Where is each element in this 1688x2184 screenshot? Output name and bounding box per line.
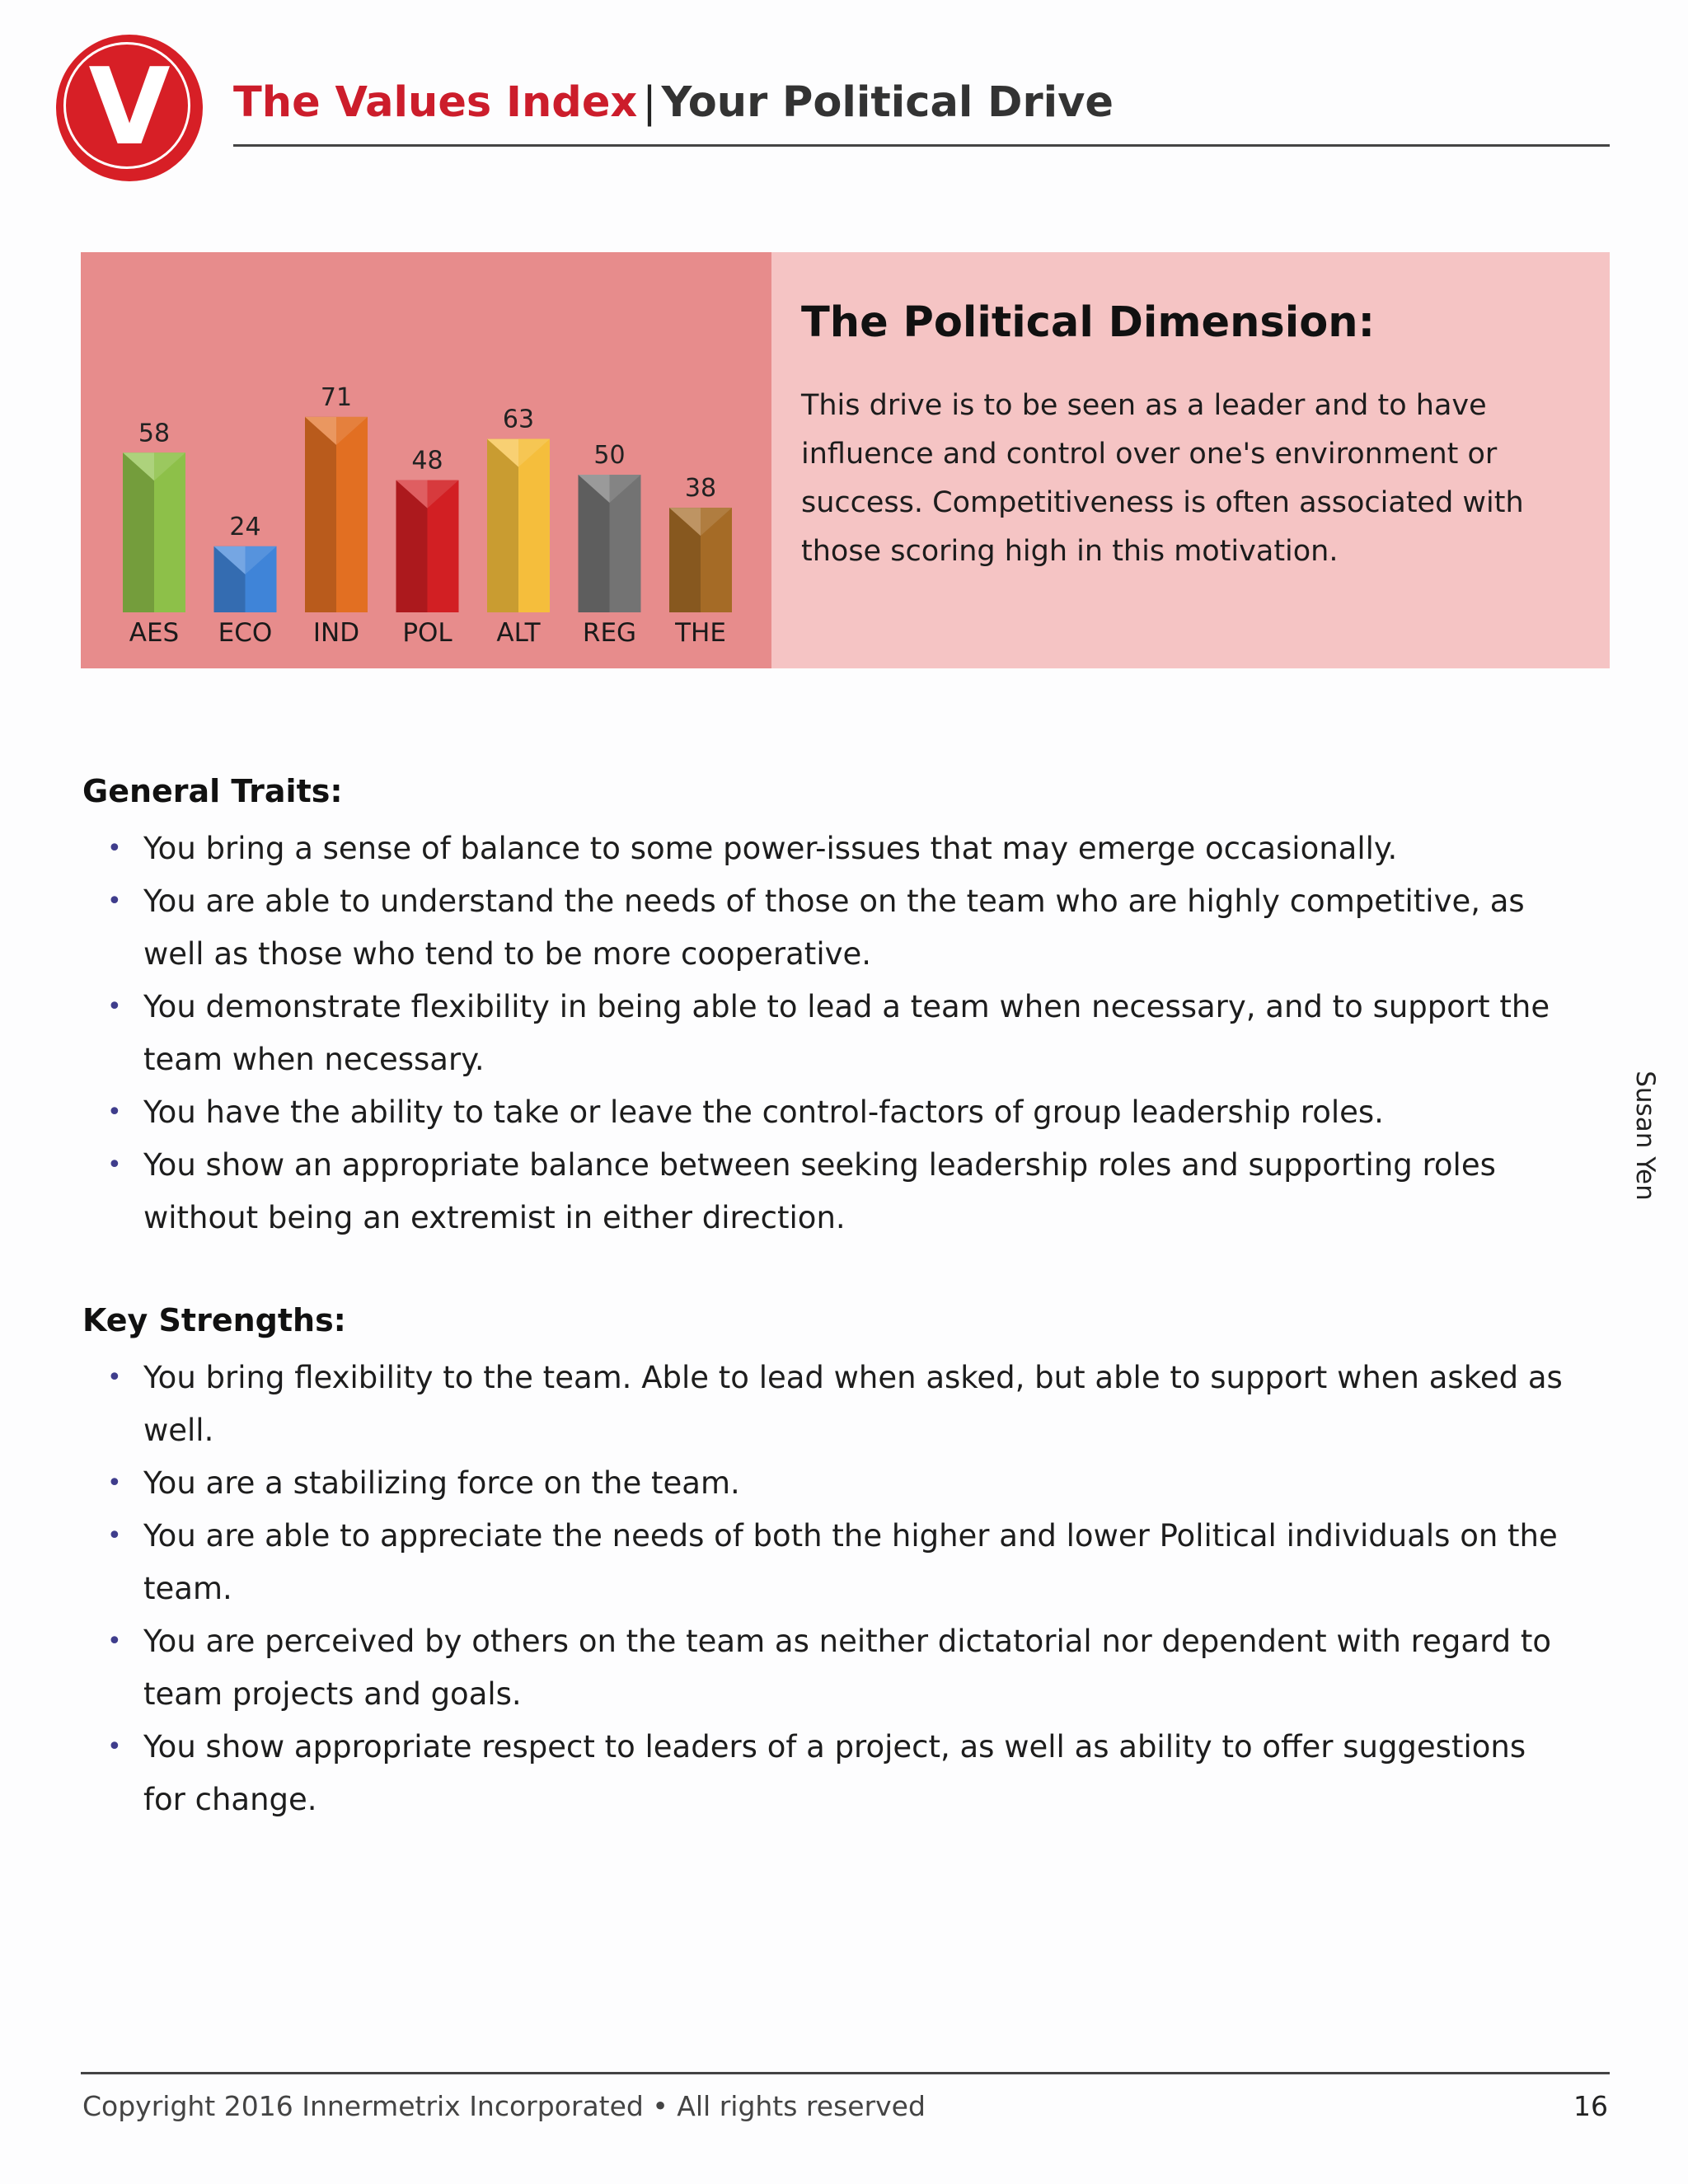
- category-label: ECO: [218, 618, 273, 648]
- strength-text: You are perceived by others on the team as neither dictatorial nor dependent with regard to team projects and goals.: [143, 1624, 1551, 1712]
- bullet-icon: •: [107, 1151, 122, 1179]
- strength-item: [107, 1510, 1566, 1615]
- footer-copyright: Copyright 2016 Innermetrix Incorporated • All rights reserved: [82, 2090, 926, 2122]
- strength-item: [107, 1615, 1566, 1721]
- category-label: AES: [129, 618, 180, 648]
- strength-item: [107, 1457, 1566, 1510]
- page-number: 16: [1573, 2090, 1608, 2122]
- trait-text: You have the ability to take or leave the control-factors of group leadership roles.: [143, 1094, 1384, 1130]
- bar-value-label: 50: [593, 441, 626, 470]
- bullet-icon: •: [107, 1469, 122, 1497]
- bar-value-label: 48: [411, 446, 443, 476]
- bullet-icon: •: [107, 1363, 122, 1392]
- participant-name: Susan Yen: [1630, 1071, 1660, 1201]
- values-bar-chart: [81, 252, 771, 668]
- category-label: REG: [582, 618, 637, 648]
- footer-divider: [81, 2072, 1610, 2074]
- trait-item: [107, 1086, 1566, 1139]
- category-label: IND: [312, 618, 360, 648]
- dimension-title: The Political Dimension:: [801, 298, 1375, 347]
- trait-text: You are able to understand the needs of those on the team who are highly competitive, as well as those who tend to be more cooperative.: [143, 883, 1525, 972]
- bullet-icon: •: [107, 834, 122, 863]
- trait-item: [107, 823, 1566, 875]
- strength-item: [107, 1721, 1566, 1826]
- logo-letter: V: [88, 46, 171, 169]
- trait-item: [107, 875, 1566, 981]
- category-label: POL: [402, 618, 452, 648]
- bar-alt-right-face: [518, 439, 550, 612]
- dimension-description: This drive is to be seen as a leader and to have influence and control over one's environment or success. Competitiveness is often associated with those scoring high in this motivation.: [801, 389, 1524, 568]
- bullet-icon: •: [107, 992, 122, 1021]
- strength-text: You are a stabilizing force on the team.: [143, 1465, 740, 1501]
- bar-value-label: 63: [502, 405, 535, 434]
- page-title: [233, 74, 1114, 132]
- bullet-icon: •: [107, 1098, 122, 1127]
- title-separator: |: [642, 78, 657, 127]
- bullet-icon: •: [107, 887, 122, 916]
- key-strengths-list: [107, 1352, 1566, 1826]
- page-subtitle: Your Political Drive: [661, 78, 1114, 127]
- bullet-icon: •: [107, 1627, 122, 1656]
- bar-ind-right-face: [336, 417, 368, 612]
- bullet-icon: •: [107, 1521, 122, 1550]
- bar-aes-left-face: [123, 452, 154, 612]
- brand-title: The Values Index: [233, 78, 638, 127]
- key-strengths-heading: Key Strengths:: [82, 1302, 346, 1338]
- trait-item: [107, 981, 1566, 1086]
- bar-alt-left-face: [487, 439, 518, 612]
- bar-value-label: 71: [320, 382, 353, 412]
- bar-value-label: 38: [684, 474, 717, 504]
- bar-aes-right-face: [154, 452, 185, 612]
- strength-text: You show appropriate respect to leaders of a project, as well as ability to offer suggestions for change.: [143, 1729, 1526, 1817]
- category-label: THE: [675, 618, 726, 648]
- general-traits-heading: General Traits:: [82, 773, 343, 809]
- header-divider: [233, 144, 1610, 147]
- category-label: ALT: [496, 618, 541, 648]
- bullet-icon: •: [107, 1732, 122, 1761]
- bar-ind-left-face: [305, 417, 336, 612]
- general-traits-list: [107, 823, 1566, 1244]
- strength-item: [107, 1352, 1566, 1457]
- strength-text: You are able to appreciate the needs of both the higher and lower Political individuals on the team.: [143, 1518, 1558, 1606]
- bar-value-label: 24: [229, 512, 261, 541]
- bar-value-label: 58: [138, 419, 171, 448]
- trait-text: You bring a sense of balance to some power-issues that may emerge occasionally.: [143, 831, 1398, 866]
- trait-item: [107, 1139, 1566, 1244]
- trait-text: You demonstrate flexibility in being able to lead a team when necessary, and to support the team when necessary.: [143, 989, 1550, 1077]
- trait-text: You show an appropriate balance between seeking leadership roles and supporting roles without being an extremist in either direction.: [143, 1147, 1496, 1235]
- strength-text: You bring flexibility to the team. Able to lead when asked, but able to support when asked as well.: [143, 1360, 1563, 1448]
- values-index-logo: [56, 35, 203, 181]
